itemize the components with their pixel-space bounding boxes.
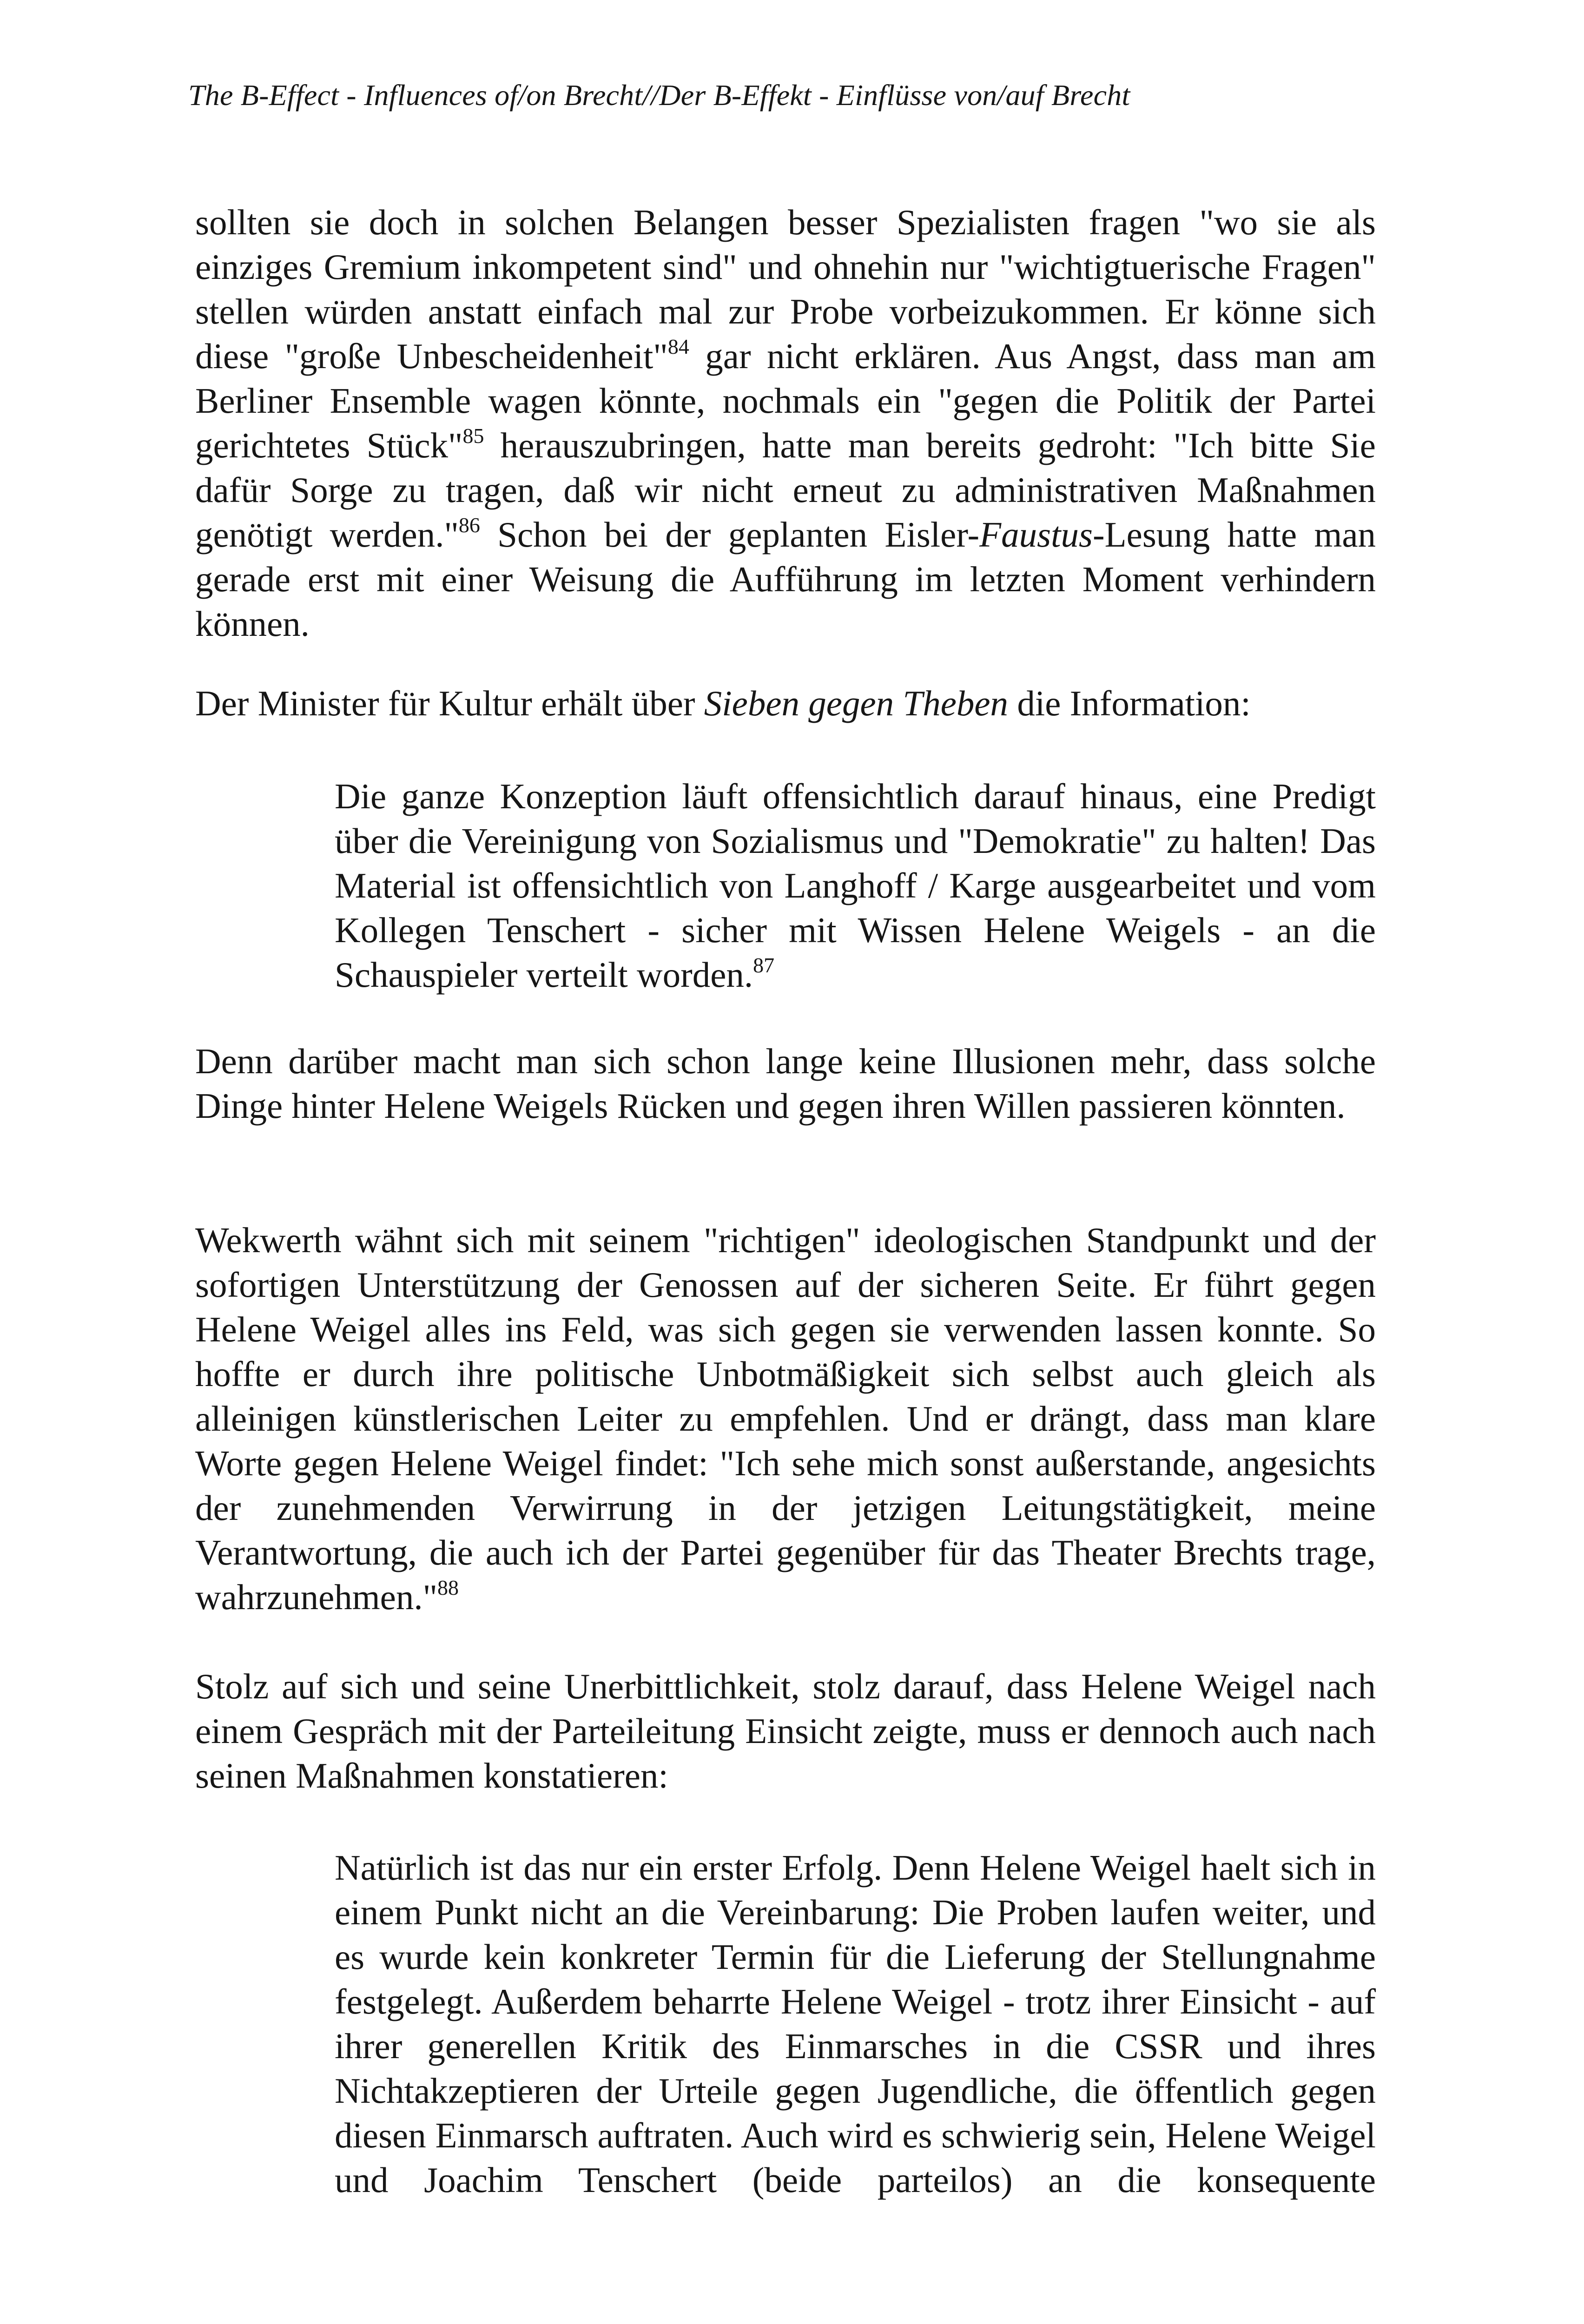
body-paragraph-4: [195, 1218, 1376, 1619]
footnote-ref-85[interactable]: 85: [462, 424, 484, 448]
paragraph-text: Wekwerth wähnt sich mit seinem "richtigen" ideologischen Standpunkt und der sofortigen Unterstützung der Genossen auf der sicheren Seite. Er führt gegen Helene Weigel alles ins Feld, was sich gegen sie verwenden lassen konnte. So hoffte er durch ihre politische Unbotmäßigkeit sich selbst auch gleich als alleinigen künstlerischen Leiter zu empfehlen. Und er drängt, dass man klare Worte gegen Helene Weigel findet: "Ich sehe mich sonst außerstande, angesichts der zunehmenden Verwirrung in der jetzigen Leitungstätigkeit, meine Verantwortung, die auch ich der Partei gegenüber für das Theater Brechts trage, wahrzunehmen.": [195, 1220, 1376, 1617]
footnote-ref-87[interactable]: 87: [753, 953, 775, 977]
running-head: The B-Effect - Influences of/on Brecht//Der B-Effekt - Einflüsse von/auf Brecht: [188, 79, 1130, 112]
paragraph-text: herauszubringen, hatte man bereits gedroht: "Ich bitte Sie dafür Sorge zu tragen, daß wir nicht erneut zu administrativen Maßnahmen genötigt werden.": [195, 425, 1376, 555]
body-paragraph-1: [195, 200, 1376, 646]
body-paragraph-5: [195, 1664, 1376, 1798]
quote-text: Natürlich ist das nur ein erster Erfolg. Denn Helene Weigel haelt sich in einem Punkt nicht an die Vereinbarung: Die Proben laufen weiter, und es wurde kein konkreter Termin für die Lieferung der Stellungnahme festgelegt. Außerdem beharrte Helene Weigel - trotz ihrer Einsicht - auf ihrer generellen Kritik des Einmarsches in die CSSR und ihres Nichtakzeptieren der Urteile gegen Jugendliche, die öffentlich gegen diesen Einmarsch auftraten. Auch wird es schwierig sein, Helene Weigel und Joachim Tenschert (beide parteilos) an die konsequente: [335, 1848, 1376, 2200]
paragraph-text: gar nicht erklären. Aus Angst, dass man am Berliner Ensemble wagen könnte, nochmals ein "gegen die Politik der Partei gerichtetes Stück": [195, 336, 1376, 465]
paragraph-text: Der Minister für Kultur erhält über: [195, 683, 704, 723]
paragraph-text: Schon bei der geplanten Eisler-: [480, 515, 980, 555]
footnote-ref-84[interactable]: 84: [667, 335, 689, 359]
paragraph-text: Denn darüber macht man sich schon lange keine Illusionen mehr, dass solche Dinge hinter Helene Weigels Rücken und gegen ihren Willen passieren könnten.: [195, 1041, 1376, 1126]
paragraph-text: -Lesung hatte man gerade erst mit einer Weisung die Aufführung im letzten Moment verhindern können.: [195, 515, 1376, 644]
body-paragraph-3: [195, 1039, 1376, 1128]
italic-work-title: Sieben gegen Theben: [704, 683, 1009, 723]
paragraph-text: die Information:: [1008, 683, 1251, 723]
paragraph-text: sollten sie doch in solchen Belangen besser Spezialisten fragen "wo sie als einziges Gremium inkompetent sind" und ohnehin nur "wichtigtuerische Fragen" stellen würden anstatt einfach mal zur Probe vorbeizukommen. Er könne sich diese "große Unbescheidenheit": [195, 202, 1376, 376]
body-paragraph-2: [195, 681, 1376, 726]
italic-work-title: Faustus: [979, 515, 1093, 555]
paragraph-text: Stolz auf sich und seine Unerbittlichkeit, stolz darauf, dass Helene Weigel nach einem Gespräch mit der Parteileitung Einsicht zeigte, muss er dennoch auch nach seinen Maßnahmen konstatieren:: [195, 1666, 1376, 1796]
quote-text: Die ganze Konzeption läuft offensichtlich darauf hinaus, eine Predigt über die Vereinigung von Sozialismus und "Demokratie" zu halten! Das Material ist offensichtlich von Langhoff / Karge ausgearbeitet und vom Kollegen Tenschert - sicher mit Wissen Helene Weigels - an die Schauspieler verteilt worden.: [335, 776, 1376, 995]
block-quote-2: [335, 1845, 1376, 2202]
block-quote-1: [335, 774, 1376, 997]
footnote-ref-88[interactable]: 88: [437, 1576, 459, 1600]
footnote-ref-86[interactable]: 86: [458, 513, 480, 537]
